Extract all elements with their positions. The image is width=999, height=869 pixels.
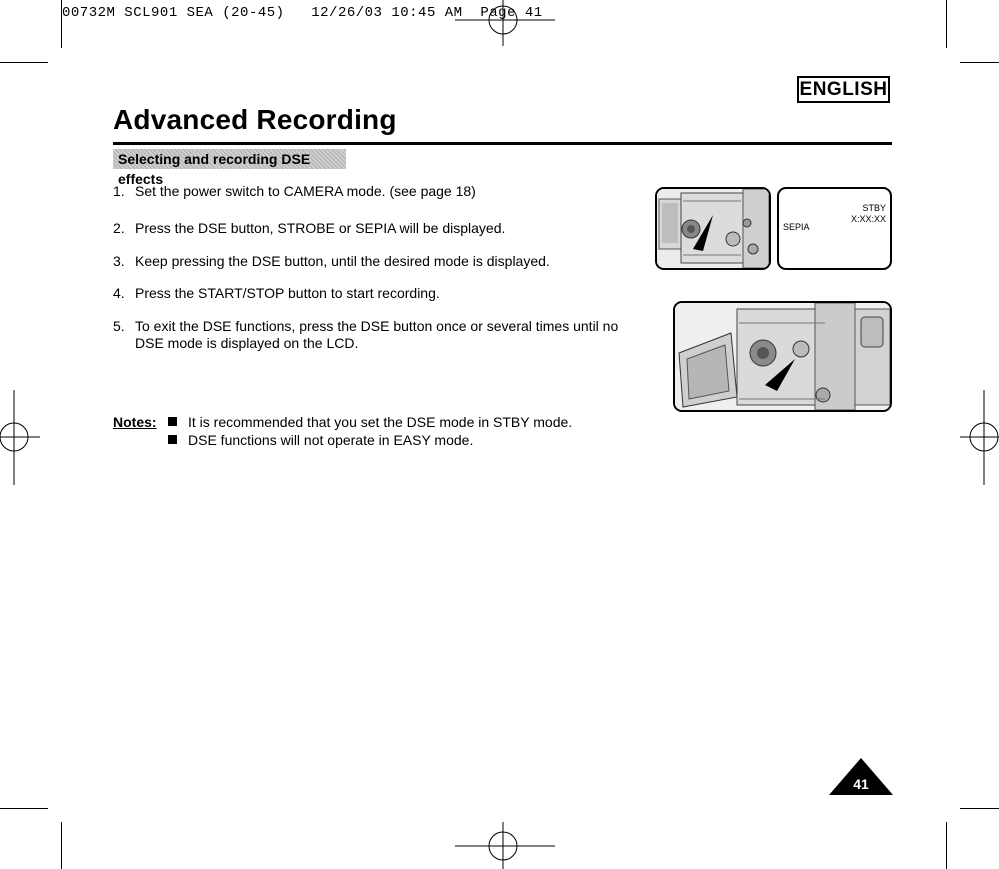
- camcorder-photo: [673, 301, 892, 412]
- note-text: DSE functions will not operate in EASY mode.: [188, 432, 474, 448]
- section-heading: Selecting and recording DSE effects: [113, 149, 346, 169]
- crop-mark-icon: [61, 0, 62, 48]
- step-number: 4.: [113, 285, 125, 301]
- note-text: It is recommended that you set the DSE mode in STBY mode.: [188, 414, 573, 430]
- page-title: Advanced Recording: [113, 104, 397, 135]
- crop-mark-icon: [946, 0, 947, 48]
- step-number: 1.: [113, 183, 125, 199]
- registration-mark-icon: [0, 390, 40, 485]
- step-number: 2.: [113, 220, 125, 236]
- bullet-square-icon: [168, 417, 177, 426]
- page-number: [829, 758, 893, 795]
- step-text: To exit the DSE functions, press the DSE button once or several times until no DSE mode is displayed on the LCD.: [135, 318, 619, 351]
- crop-mark-icon: [960, 808, 999, 809]
- language-badge: ENGLISH: [797, 76, 890, 103]
- title-rule: [113, 142, 892, 145]
- step-number: 3.: [113, 253, 125, 269]
- step-number: 5.: [113, 318, 125, 334]
- crop-mark-icon: [0, 62, 48, 63]
- step-text: Set the power switch to CAMERA mode. (see page 18): [135, 183, 476, 199]
- page-number-label: 41: [853, 776, 869, 792]
- print-header: 00732M SCL901 SEA (20-45) 12/26/03 10:45 AM Page 41: [62, 5, 543, 21]
- crop-mark-icon: [946, 822, 947, 869]
- notes-label: Notes:: [113, 414, 157, 430]
- lcd-status: STBY: [862, 203, 886, 213]
- camcorder-photo: [655, 187, 771, 270]
- camcorder-illustration: [675, 303, 890, 410]
- lcd-timecode: X:XX:XX: [850, 214, 886, 224]
- lcd-mode: SEPIA: [783, 222, 810, 232]
- registration-mark-icon: [455, 0, 555, 48]
- registration-mark-icon: [960, 390, 999, 485]
- registration-mark-icon: [455, 822, 555, 869]
- crop-mark-icon: [960, 62, 999, 63]
- step-text: Keep pressing the DSE button, until the desired mode is displayed.: [135, 253, 550, 269]
- lcd-display: [777, 187, 892, 270]
- crop-mark-icon: [61, 822, 62, 869]
- crop-mark-icon: [0, 808, 48, 809]
- step-text: Press the DSE button, STROBE or SEPIA will be displayed.: [135, 220, 506, 236]
- bullet-square-icon: [168, 435, 177, 444]
- camcorder-illustration: [657, 189, 769, 268]
- step-text: Press the START/STOP button to start recording.: [135, 285, 440, 301]
